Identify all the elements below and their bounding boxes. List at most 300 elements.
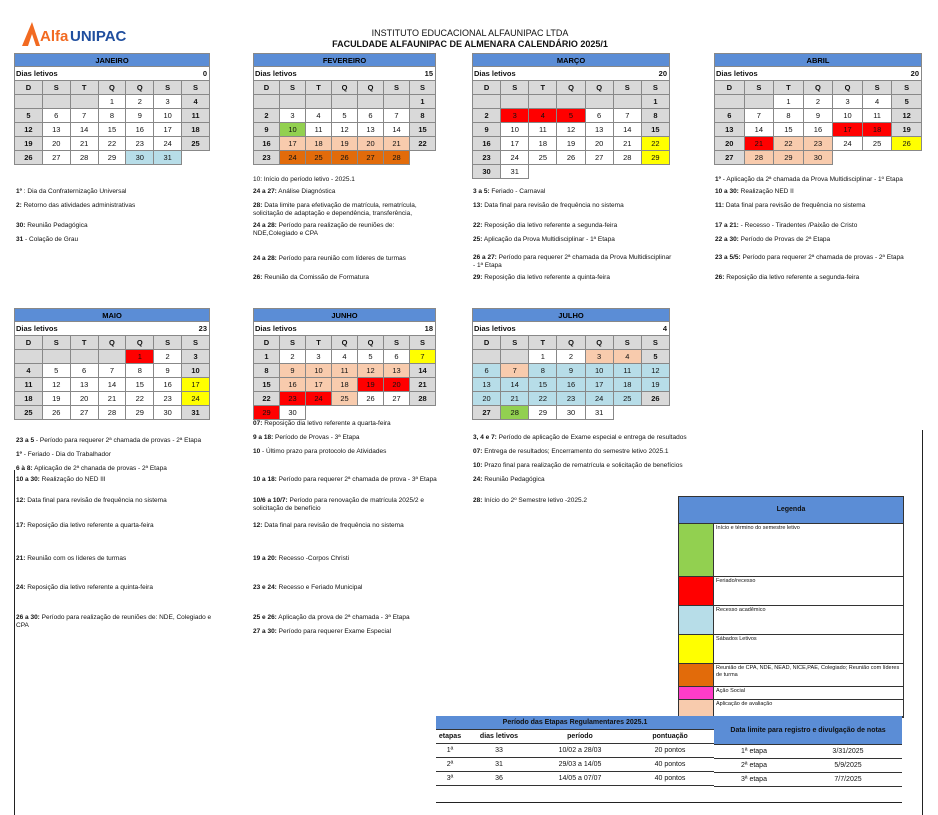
day-cell: 2 [126, 95, 154, 109]
day-cell: 30 [280, 406, 306, 420]
right-border-rule [922, 430, 923, 815]
calendar-note [715, 176, 925, 184]
note-date: 12: [16, 497, 26, 504]
note-text: Data final para revisão de frequência no sistema [724, 202, 866, 209]
day-cell: 10 [182, 364, 210, 378]
week-row [254, 151, 436, 165]
periodo-cell: 10/02 a 28/03 [534, 744, 626, 758]
day-cell: 7 [384, 109, 410, 123]
limite-date-cell: 7/7/2025 [794, 773, 902, 787]
day-cell: 10 [280, 123, 306, 137]
weekday-header: S [613, 81, 641, 95]
month-title: JULHO [473, 309, 670, 322]
etapas-row [436, 744, 714, 758]
day-cell: 28 [744, 151, 774, 165]
note-text: - Período para requerer 2ª chamada de provas - 2ª Etapa [34, 437, 202, 444]
day-cell: 5 [557, 109, 585, 123]
note-date: 10/6 a 10/7: [253, 497, 288, 504]
day-cell: 22 [254, 392, 280, 406]
day-cell: 13 [358, 123, 384, 137]
note-date: 10: [473, 462, 483, 469]
day-cell: 19 [892, 123, 922, 137]
alfaunipac-logo [18, 16, 128, 52]
note-text: Prazo final para realização de rematrícula e solicitação de benefícios [482, 462, 683, 469]
day-cell [501, 95, 529, 109]
day-cell: 14 [410, 364, 436, 378]
day-cell: 25 [529, 151, 557, 165]
day-cell: 7 [70, 109, 98, 123]
legend-item [679, 577, 903, 606]
day-cell: 17 [585, 378, 613, 392]
week-row [254, 95, 436, 109]
day-cell: 3 [501, 109, 529, 123]
note-date: 19 a 20: [253, 555, 277, 562]
day-cell: 1 [126, 350, 154, 364]
limite-row [714, 773, 902, 787]
note-date: 22 a 30: [715, 236, 739, 243]
calendar-note [253, 555, 438, 563]
day-cell: 21 [744, 137, 774, 151]
note-date: 17: [16, 522, 26, 529]
legend-item [679, 687, 903, 700]
note-date: 26 a 27: [473, 254, 497, 261]
note-date: 1º [16, 188, 22, 195]
day-cell [529, 165, 557, 179]
day-cell [182, 151, 210, 165]
day-cell: 24 [280, 151, 306, 165]
note-text: Reposição dia letivo referente a quinta-feira [482, 274, 610, 281]
calendar-note [473, 462, 703, 470]
calendar-note [16, 202, 216, 210]
day-cell [613, 165, 641, 179]
calendar-note [253, 176, 433, 184]
day-cell [501, 350, 529, 364]
calendar-note [16, 236, 216, 244]
note-date: 13: [473, 202, 483, 209]
legend-label: Aplicação de avaliação [716, 701, 773, 707]
day-cell: 13 [42, 123, 70, 137]
weekday-header: D [254, 81, 280, 95]
day-cell: 25 [332, 392, 358, 406]
day-cell: 1 [98, 95, 126, 109]
note-text: - Recesso - Tiradentes /Paixão de Cristo [738, 222, 858, 229]
day-cell: 1 [529, 350, 557, 364]
day-cell: 27 [473, 406, 501, 420]
day-cell: 30 [473, 165, 501, 179]
day-cell: 9 [126, 109, 154, 123]
day-cell: 14 [501, 378, 529, 392]
note-text: Período de Provas - 3ª Etapa [273, 434, 360, 441]
note-text: Período para realização de reuniões de: NDE,Colegiado e CPA [253, 222, 395, 237]
weekday-header: Q [126, 336, 154, 350]
day-cell: 23 [557, 392, 585, 406]
note-text: Período de Provas de 2ª Etapa [738, 236, 831, 243]
day-cell [715, 95, 745, 109]
day-cell: 27 [715, 151, 745, 165]
note-date: 26: [715, 274, 725, 281]
day-cell: 9 [557, 364, 585, 378]
weekday-header: D [473, 336, 501, 350]
day-cell: 23 [154, 392, 182, 406]
note-date: 10 a 30: [715, 188, 739, 195]
day-cell: 6 [715, 109, 745, 123]
month-title: JANEIRO [15, 54, 210, 67]
week-row [473, 350, 670, 364]
calendar-note [253, 434, 438, 442]
note-text: Data final para revisão de frequência no sistema [262, 522, 404, 529]
day-cell: 16 [280, 378, 306, 392]
day-cell: 12 [42, 378, 70, 392]
weekday-header: T [529, 81, 557, 95]
day-cell: 17 [833, 123, 863, 137]
week-row [254, 123, 436, 137]
day-cell: 18 [529, 137, 557, 151]
weekday-header: T [306, 336, 332, 350]
day-cell: 21 [98, 392, 126, 406]
weekday-header: S [384, 81, 410, 95]
day-cell: 24 [306, 392, 332, 406]
document-header [200, 28, 740, 50]
day-cell: 28 [613, 151, 641, 165]
calendar-note [16, 614, 216, 630]
day-cell: 28 [501, 406, 529, 420]
weekday-header: Q [585, 336, 613, 350]
day-cell [862, 151, 892, 165]
day-cell: 11 [332, 364, 358, 378]
week-row [473, 406, 670, 420]
day-cell: 5 [42, 364, 70, 378]
note-text: Período para renovação de matrícula 2025/2 e solicitação de benefício [253, 497, 424, 512]
legend-swatch [679, 635, 714, 663]
calendar-note [16, 222, 216, 230]
note-date: 23 a 5/5: [715, 254, 741, 261]
calendar-note [16, 584, 216, 592]
day-cell: 21 [410, 378, 436, 392]
week-row [15, 123, 210, 137]
note-date: 6 à 8: [16, 465, 33, 472]
day-cell [98, 350, 126, 364]
calendar-note [473, 254, 673, 270]
legend-item [679, 524, 903, 577]
calendar-note [16, 437, 216, 445]
legend-swatch [679, 664, 714, 686]
calendar-note [473, 202, 673, 210]
day-cell: 11 [613, 364, 641, 378]
note-date: 10 a 30: [16, 476, 40, 483]
limite-row [714, 759, 902, 773]
day-cell: 19 [15, 137, 43, 151]
legend-item [679, 635, 903, 664]
etapas-col-dias: dias letivos [464, 730, 534, 744]
day-cell: 31 [182, 406, 210, 420]
day-cell: 7 [744, 109, 774, 123]
day-cell: 22 [529, 392, 557, 406]
calendar-note [16, 465, 216, 473]
day-cell [585, 95, 613, 109]
note-text: Aplicação da Prova Multidisciplinar - 1ª Etapa [482, 236, 615, 243]
calendar-note [253, 497, 438, 513]
day-cell: 18 [182, 123, 210, 137]
note-text: Período para requerer 2ª chamada da Prova Multidisciplinar - 1ª Etapa [473, 254, 672, 269]
day-cell: 21 [613, 137, 641, 151]
legend-item [679, 606, 903, 635]
weekday-header: S [744, 81, 774, 95]
day-cell: 10 [501, 123, 529, 137]
day-cell [585, 165, 613, 179]
etapa-cell: 1ª [436, 744, 464, 758]
note-date: 12: [253, 522, 263, 529]
weekday-header: S [501, 336, 529, 350]
month-title: MAIO [15, 309, 210, 322]
day-cell: 23 [280, 392, 306, 406]
day-cell [358, 406, 384, 420]
week-row [15, 406, 210, 420]
day-cell: 3 [280, 109, 306, 123]
day-cell: 5 [892, 95, 922, 109]
note-text: Reposição dia letivo referente a segunda-feira [482, 222, 618, 229]
note-text: Reposição dia letivo referente a quarta-feira [25, 522, 154, 529]
note-text: 10: Início do período letivo - 2025.1 [253, 176, 355, 183]
limite-title: Data limite para registro e divulgação de notas [714, 716, 902, 745]
day-cell: 4 [529, 109, 557, 123]
limite-date-cell: 3/31/2025 [794, 745, 902, 759]
day-cell [529, 95, 557, 109]
day-cell: 3 [306, 350, 332, 364]
calendar-note [473, 274, 673, 282]
day-cell: 16 [473, 137, 501, 151]
day-cell [641, 406, 669, 420]
day-cell: 19 [557, 137, 585, 151]
weekday-header: Q [332, 336, 358, 350]
day-cell: 12 [358, 364, 384, 378]
day-cell: 16 [557, 378, 585, 392]
limite-etapa-cell: 3ª etapa [714, 773, 794, 787]
day-cell: 18 [613, 378, 641, 392]
week-row [473, 364, 670, 378]
note-text: Recesso -Corpos Christi [276, 555, 350, 562]
limite-table [714, 716, 902, 787]
day-cell: 13 [715, 123, 745, 137]
day-cell: 25 [862, 137, 892, 151]
note-text: Reunião Pedagógica [25, 222, 88, 229]
day-cell: 17 [154, 123, 182, 137]
day-cell: 5 [641, 350, 669, 364]
day-cell: 8 [774, 109, 804, 123]
note-date: 31 [16, 236, 24, 243]
calendar-note [16, 188, 216, 196]
calendar-note [473, 476, 703, 484]
week-row [715, 123, 922, 137]
weekday-header: D [254, 336, 280, 350]
day-cell: 13 [585, 123, 613, 137]
day-cell: 22 [774, 137, 804, 151]
legend-label: Início e término do semestre letivo [716, 525, 800, 531]
note-text: - Feriado - Dia do Trabalhador [22, 451, 111, 458]
day-cell [473, 95, 501, 109]
day-cell: 25 [613, 392, 641, 406]
weekday-header: S [641, 336, 669, 350]
day-cell: 28 [70, 151, 98, 165]
note-text: Entrega de resultados; Encerramento do semestre letivo 2025.1 [482, 448, 669, 455]
month-calendar [472, 308, 670, 420]
month-calendar [14, 308, 210, 420]
day-cell: 2 [254, 109, 280, 123]
day-cell: 14 [744, 123, 774, 137]
weekday-header: Q [557, 336, 585, 350]
day-cell: 29 [774, 151, 804, 165]
note-text: Período para requerer Exame Especial [276, 628, 392, 635]
dias-cell: 36 [464, 772, 534, 786]
day-cell: 16 [803, 123, 833, 137]
day-cell [15, 95, 43, 109]
weekday-header: S [42, 336, 70, 350]
note-date: 3, 4 e 7: [473, 434, 497, 441]
calendar-note [253, 202, 433, 218]
note-date: 3 a 5: [473, 188, 490, 195]
day-cell: 28 [384, 151, 410, 165]
note-date: 07: [473, 448, 483, 455]
weekday-header: S [154, 81, 182, 95]
day-cell: 15 [774, 123, 804, 137]
note-date: 27 a 30: [253, 628, 277, 635]
day-cell: 3 [154, 95, 182, 109]
calendar-note [473, 188, 673, 196]
day-cell: 11 [15, 378, 43, 392]
day-cell [384, 95, 410, 109]
day-cell: 26 [15, 151, 43, 165]
weekday-header: Q [585, 81, 613, 95]
week-row [715, 137, 922, 151]
day-cell [473, 350, 501, 364]
day-cell: 17 [280, 137, 306, 151]
day-cell: 5 [358, 350, 384, 364]
dias-letivos-label: Dias letivos [473, 322, 642, 336]
week-row [15, 392, 210, 406]
day-cell: 15 [98, 123, 126, 137]
institution-name: INSTITUTO EDUCACIONAL ALFAUNIPAC LTDA [371, 28, 569, 38]
note-text: Reposição dia letivo referente a quinta-feira [25, 584, 153, 591]
day-cell: 23 [254, 151, 280, 165]
day-cell: 6 [384, 350, 410, 364]
day-cell: 3 [585, 350, 613, 364]
day-cell: 26 [557, 151, 585, 165]
day-cell: 23 [473, 151, 501, 165]
day-cell: 9 [473, 123, 501, 137]
week-row [254, 406, 436, 420]
week-row [715, 109, 922, 123]
weekday-header: Q [98, 81, 126, 95]
day-cell: 4 [332, 350, 358, 364]
calendar-note [253, 420, 438, 428]
calendar-note [16, 522, 216, 530]
pontuacao-cell: 40 pontos [626, 758, 714, 772]
day-cell: 24 [585, 392, 613, 406]
day-cell: 27 [70, 406, 98, 420]
note-date: 30: [16, 222, 26, 229]
day-cell: 24 [501, 151, 529, 165]
day-cell: 23 [126, 137, 154, 151]
etapas-col-periodo: período [534, 730, 626, 744]
legend-label: Reunião de CPA, NDE, NEAD, NICE,PAE, Colegiado; Reunião com líderes de turma [716, 665, 900, 678]
month-calendar [714, 53, 922, 165]
etapa-cell: 3ª [436, 772, 464, 786]
week-row [473, 123, 670, 137]
note-date: 1º [16, 451, 22, 458]
limite-date-cell: 5/9/2025 [794, 759, 902, 773]
day-cell [744, 95, 774, 109]
day-cell: 27 [384, 392, 410, 406]
day-cell [70, 350, 98, 364]
week-row [473, 392, 670, 406]
week-row [715, 95, 922, 109]
note-text: - Aplicação da 2ª chamada da Prova Multidisciplinar - 1º Etapa [721, 176, 903, 183]
day-cell [641, 165, 669, 179]
calendar-note [715, 236, 925, 244]
dias-letivos-value: 0 [182, 67, 210, 81]
day-cell: 20 [384, 378, 410, 392]
day-cell: 2 [557, 350, 585, 364]
day-cell: 11 [529, 123, 557, 137]
day-cell: 14 [70, 123, 98, 137]
day-cell: 2 [473, 109, 501, 123]
week-row [15, 350, 210, 364]
note-text: Período para requerer 2ª chamada de prova - 3ª Etapa [276, 476, 437, 483]
day-cell: 27 [42, 151, 70, 165]
day-cell: 2 [803, 95, 833, 109]
legend-swatch [679, 700, 714, 716]
note-date: 10 a 18: [253, 476, 277, 483]
day-cell: 30 [803, 151, 833, 165]
weekday-header: S [182, 81, 210, 95]
day-cell: 4 [613, 350, 641, 364]
note-text: : Dia da Confraternização Universal [22, 188, 127, 195]
week-row [15, 151, 210, 165]
day-cell: 3 [833, 95, 863, 109]
calendar-note [715, 254, 925, 262]
note-text: Aplicação de 2ª chanada de provas - 2ª Etapa [32, 465, 167, 472]
day-cell: 1 [410, 95, 436, 109]
note-text: Realização NED II [738, 188, 794, 195]
day-cell: 9 [803, 109, 833, 123]
weekday-header: Q [358, 81, 384, 95]
day-cell [358, 95, 384, 109]
day-cell: 16 [154, 378, 182, 392]
day-cell: 31 [585, 406, 613, 420]
day-cell: 29 [254, 406, 280, 420]
note-text: Aplicação da prova de 2ª chamada - 3ª Etapa [276, 614, 410, 621]
weekday-header: S [42, 81, 70, 95]
note-text: Início do 2º Semestre letivo -2025.2 [482, 497, 588, 504]
pontuacao-cell: 40 pontos [626, 772, 714, 786]
weekday-header: Q [833, 81, 863, 95]
month-title: ABRIL [715, 54, 922, 67]
day-cell: 31 [154, 151, 182, 165]
day-cell [613, 406, 641, 420]
calendar-note [473, 497, 703, 505]
day-cell: 29 [529, 406, 557, 420]
day-cell: 25 [306, 151, 332, 165]
weekday-header: S [182, 336, 210, 350]
week-row [473, 95, 670, 109]
day-cell [557, 95, 585, 109]
day-cell: 10 [585, 364, 613, 378]
note-date: 2: [16, 202, 22, 209]
week-row [254, 378, 436, 392]
etapa-cell: 2ª [436, 758, 464, 772]
etapas-row [436, 772, 714, 786]
weekday-header: S [280, 81, 306, 95]
day-cell: 2 [154, 350, 182, 364]
